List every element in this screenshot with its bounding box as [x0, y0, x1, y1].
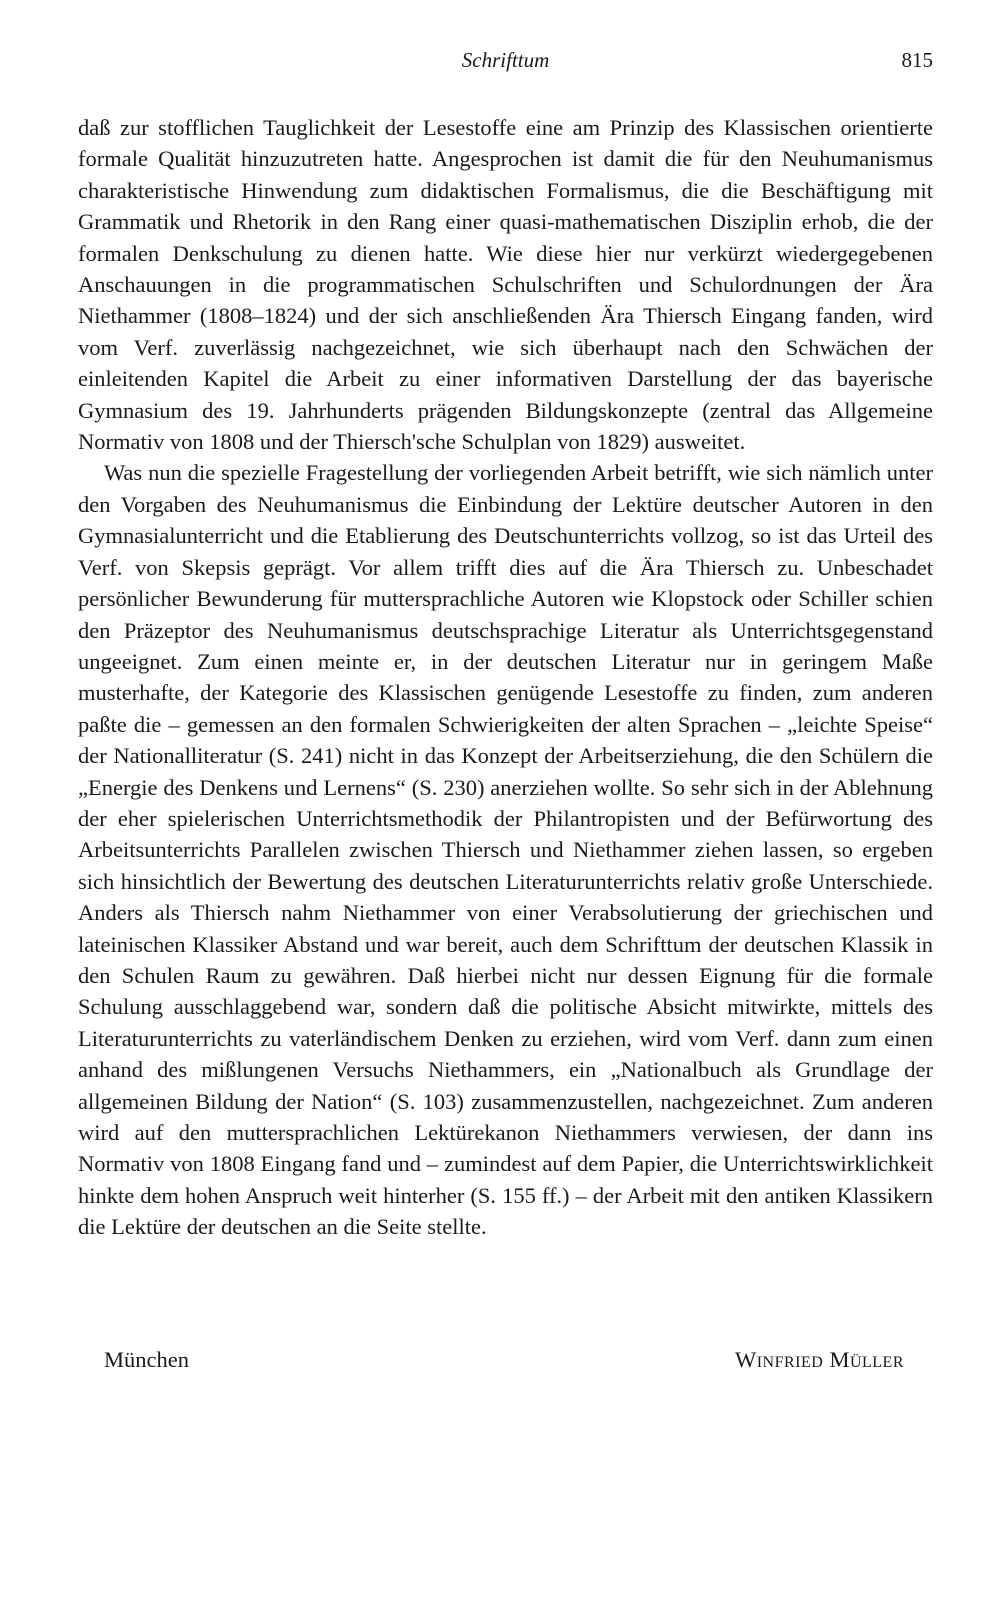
page-number: 815 [901, 48, 933, 72]
signature-line [104, 1347, 904, 1381]
signature-author: Winfried Müller [734, 1347, 904, 1372]
page-header [78, 48, 933, 88]
running-head: Schrifttum [461, 48, 550, 72]
signature-place: München [104, 1347, 189, 1372]
paragraph-2: Was nun die spezielle Fragestellung der vorliegenden Arbeit betrifft, wie sich nämlich unter den Vorgaben des Neuhumanismus die Einbindung der Lektüre deutscher Autoren in den Gymnasialunterricht und die Etablierung des Deutschunterrichts vollzog, so ist das Urteil des Verf. von Skepsis geprägt. Vor allem trifft dies auf die Ära Thiersch zu. Unbeschadet persönlicher Bewunderung für muttersprachliche Autoren wie Klopstock oder Schiller schien den Präzeptor des Neuhumanismus deutschsprachige Literatur als Unterrichtsgegenstand ungeeignet. Zum einen meinte er, in der deutschen Literatur nur in geringem Maße musterhafte, der Kategorie des Klassischen genügende Lesestoffe zu finden, zum anderen paßte die – gemessen an den formalen Schwierigkeiten der alten Sprachen – „leichte Speise“ der Nationalliteratur (S. 241) nicht in das Konzept der Arbeitserziehung, die den Schülern die „Energie des Denkens und Lernens“ (S. 230) anerziehen wollte. So sehr sich in der Ablehnung der eher spielerischen Unterrichtsmethodik der Philantropisten und der Befürwortung des Arbeitsunterrichts Parallelen zwischen Thiersch und Niethammer ziehen lassen, so ergeben sich hinsichtlich der Bewertung des deutschen Literaturunterrichts relativ große Unterschiede. Anders als Thiersch nahm Niethammer von einer Verabsolutierung der griechischen und lateinischen Klassiker Abstand und war bereit, auch dem Schrifttum der deutschen Klassik in den Schulen Raum zu gewähren. Daß hierbei nicht nur dessen Eignung für die formale Schulung ausschlaggebend war, sondern daß die politische Absicht mitwirkte, mittels des Literaturunterrichts zu vaterländischem Denken zu erziehen, wird vom Verf. dann zum einen anhand des mißlungenen Versuchs Niethammers, ein „Nationalbuch als Grundlage der allgemeinen Bildung der Nation“ (S. 103) zusammenzustellen, nachgezeichnet. Zum anderen wird auf den muttersprachlichen Lektürekanon Niethammers verwiesen, der dann ins Normativ von 1808 Eingang fand und – zumindest auf dem Papier, die Unterrichtswirklichkeit hinkte dem hohen Anspruch weit hinterher (S. 155 ff.) – der Arbeit mit den antiken Klassikern die Lektüre der deutschen an die Seite stellte. [78, 460, 933, 1240]
paragraph-1: daß zur stofflichen Tauglichkeit der Lesestoffe eine am Prinzip des Klassischen orientierte formale Qualität hinzuzutreten hatte. Angesprochen ist damit die für den Neuhumanismus charakteristische Hinwendung zum didaktischen Formalismus, die die Beschäftigung mit Grammatik und Rhetorik in den Rang einer quasi-mathematischen Disziplin erhob, die der formalen Denkschulung zu dienen hatte. Wie diese hier nur verkürzt wiedergegebenen Anschauungen in die programmatischen Schulschriften und Schulordnungen der Ära Niethammer (1808–1824) und der sich anschließenden Ära Thiersch Eingang fanden, wird vom Verf. zuverlässig nachgezeichnet, wie sich überhaupt nach den Schwächen der einleitenden Kapitel die Arbeit zu einer informativen Darstellung der das bayerische Gymnasium des 19. Jahrhunderts prägenden Bildungskonzepte (zentral das Allgemeine Normativ von 1808 und der Thiersch'sche Schulplan von 1829) ausweitet. [78, 115, 933, 455]
review-body [78, 112, 933, 1243]
